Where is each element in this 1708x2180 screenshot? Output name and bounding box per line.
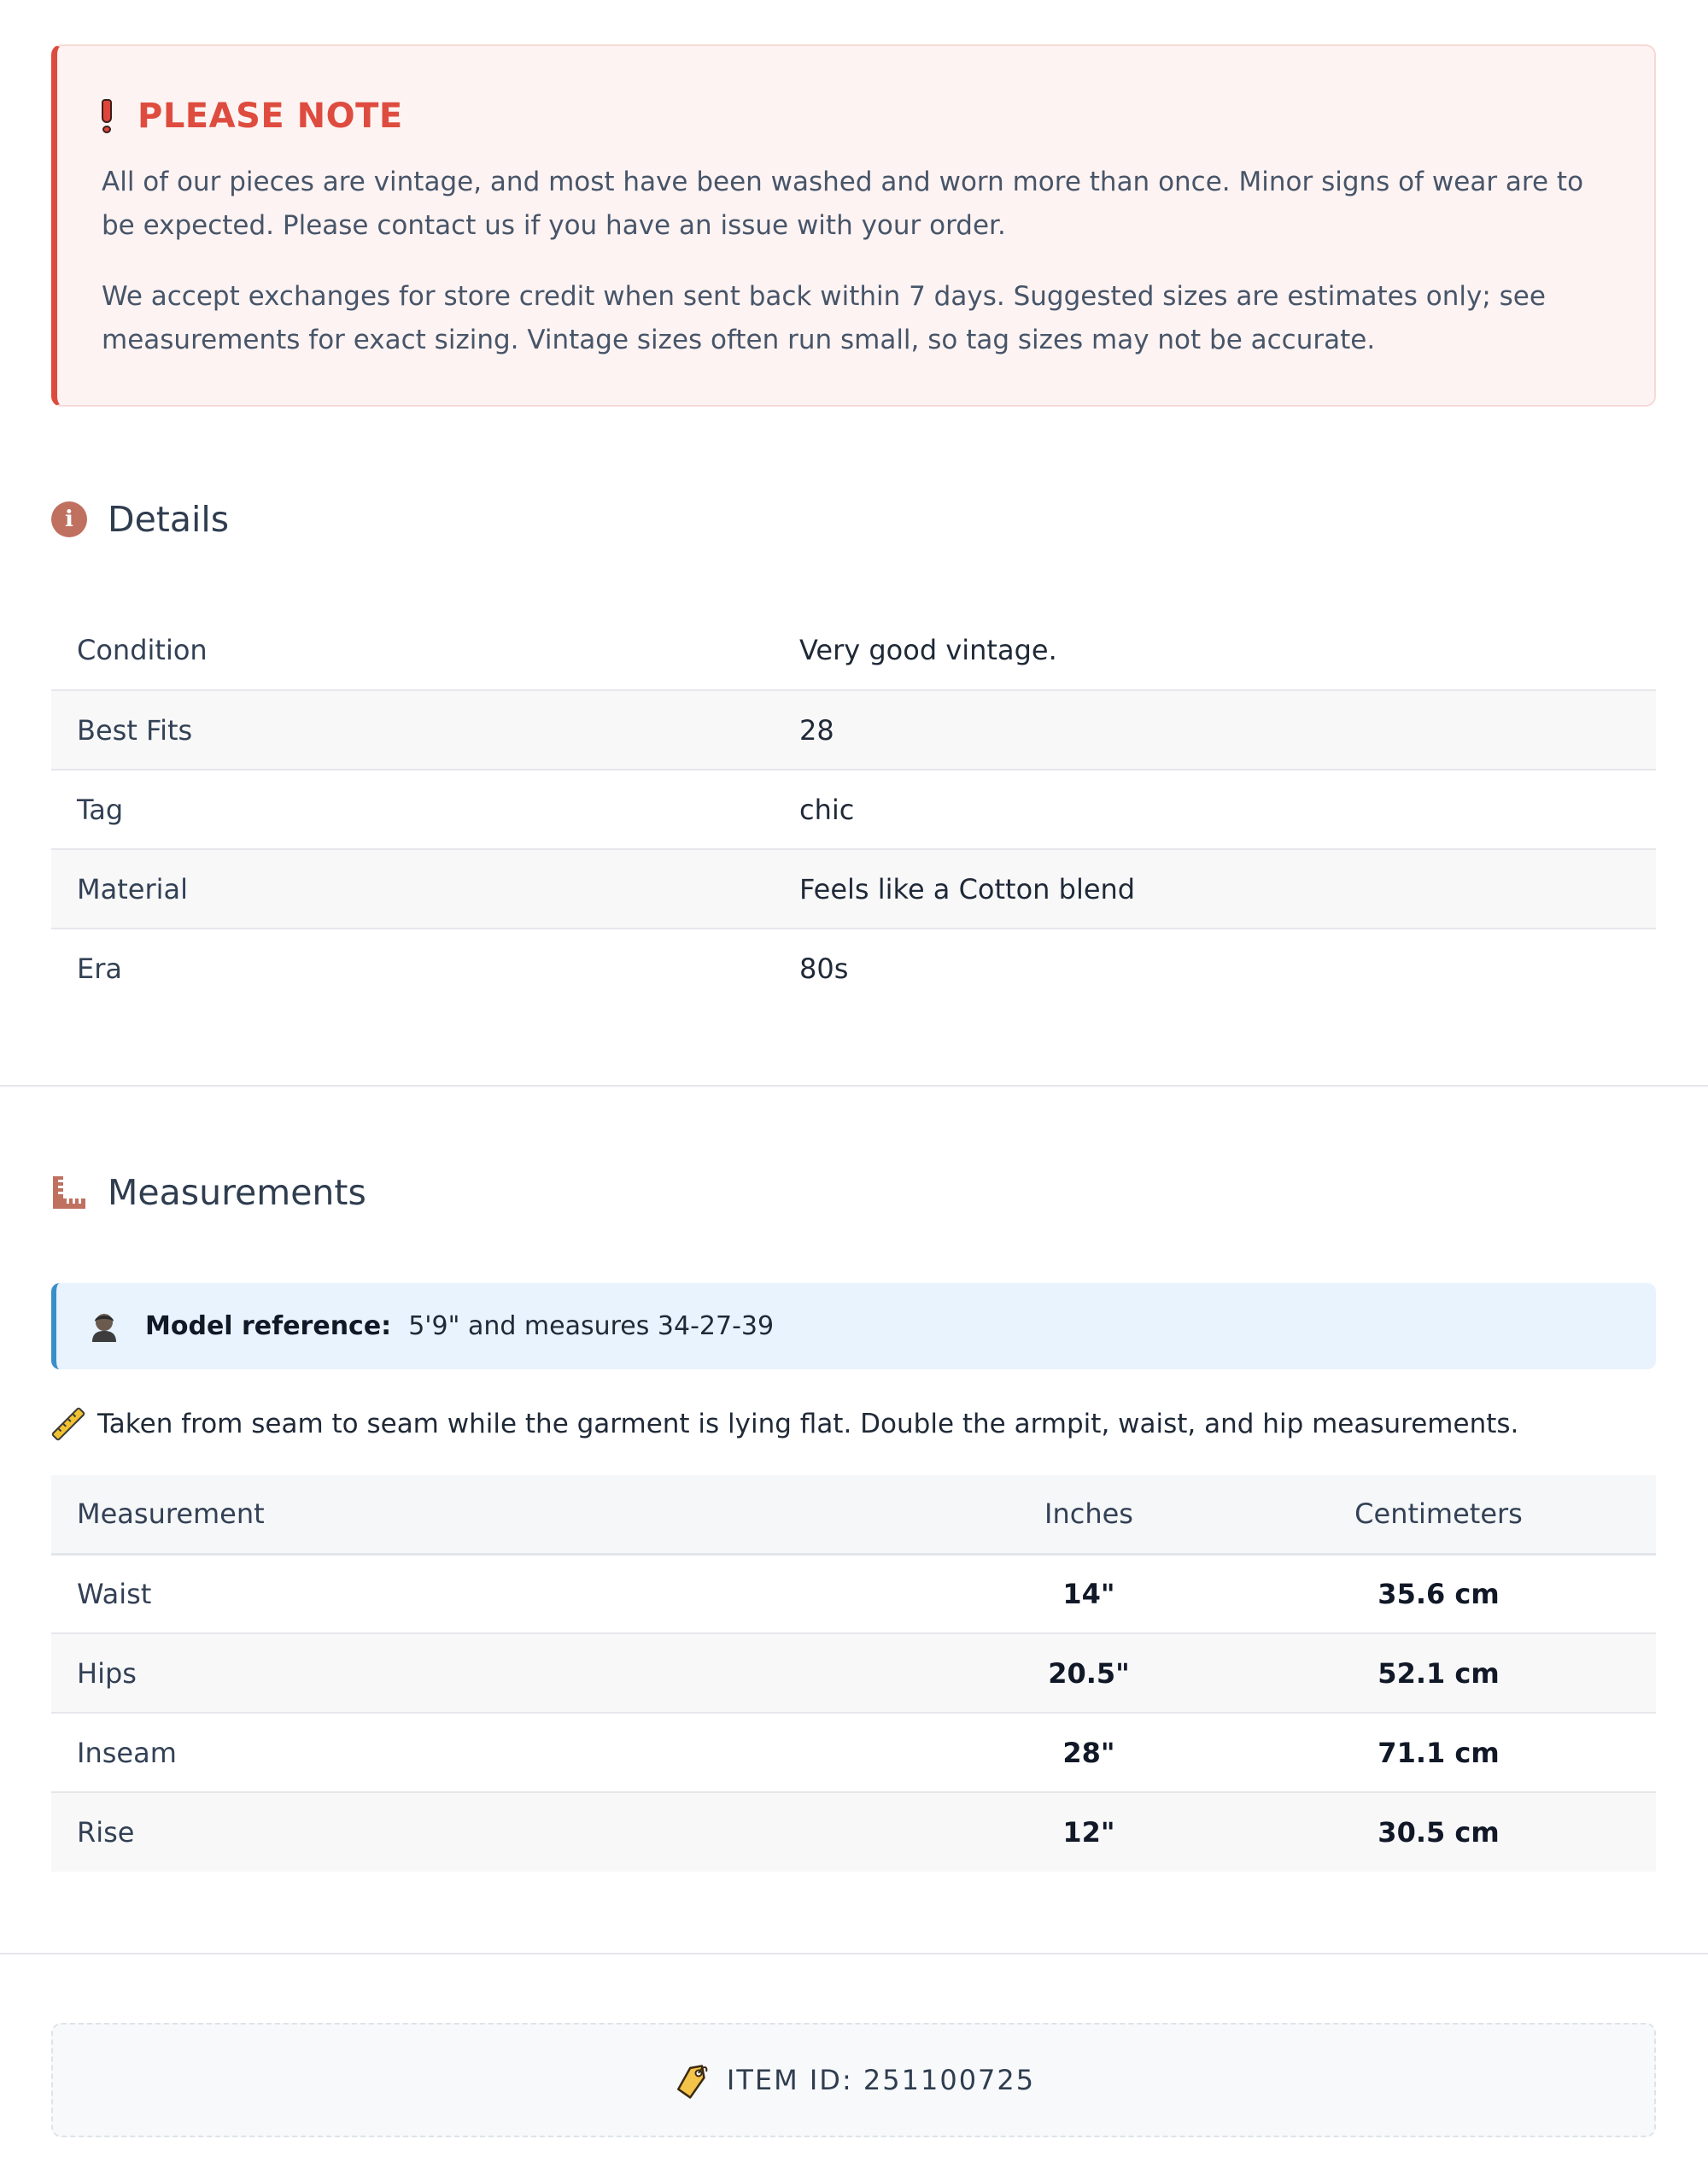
detail-value: Feels like a Cotton blend	[774, 849, 1656, 929]
column-header-inches: Inches	[956, 1475, 1221, 1554]
details-title: Details	[108, 499, 230, 540]
detail-label: Condition	[77, 634, 208, 666]
measurement-name: Hips	[51, 1633, 956, 1713]
measurements-title: Measurements	[108, 1172, 366, 1213]
note-header	[102, 91, 1610, 142]
measurement-note-text: Taken from seam to seam while the garment is lying flat. Double the armpit, waist, and hip measurements.	[97, 1409, 1519, 1439]
pencil-icon	[51, 1407, 85, 1441]
please-note-box	[51, 44, 1656, 407]
details-table	[51, 611, 1656, 1008]
measurement-cm: 35.6 cm	[1378, 1577, 1500, 1610]
measurement-name: Rise	[51, 1792, 956, 1872]
detail-value: Very good vintage.	[799, 634, 1057, 666]
table-row	[51, 1713, 1656, 1792]
detail-label: Material	[51, 849, 774, 929]
measurement-cm: 30.5 cm	[1221, 1792, 1656, 1872]
section-divider	[0, 1085, 1708, 1087]
detail-value: 28	[774, 690, 1656, 770]
exclamation-icon	[102, 99, 112, 133]
person-icon	[87, 1310, 121, 1344]
measurements-heading	[51, 1172, 366, 1213]
measurement-inches: 12"	[956, 1792, 1221, 1872]
details-heading	[51, 499, 229, 540]
measurement-inches: 28"	[956, 1713, 1221, 1792]
model-reference-label: Model reference:	[145, 1311, 392, 1341]
column-header-centimeters: Centimeters	[1221, 1475, 1656, 1554]
table-row	[51, 1554, 1656, 1633]
tag-icon	[672, 2061, 710, 2099]
section-divider	[0, 1953, 1708, 1954]
table-row	[51, 690, 1656, 770]
measurement-name: Waist	[77, 1577, 152, 1610]
measurement-inches: 20.5"	[956, 1633, 1221, 1713]
column-header-measurement: Measurement	[51, 1475, 956, 1554]
detail-label: Tag	[51, 770, 774, 849]
detail-label: Best Fits	[51, 690, 774, 770]
table-row	[51, 929, 1656, 1008]
model-reference-value: 5'9" and measures 34-27-39	[408, 1311, 775, 1341]
table-row	[51, 770, 1656, 849]
table-header-row	[51, 1475, 1656, 1554]
ruler-icon	[51, 1175, 87, 1210]
detail-value: chic	[774, 770, 1656, 849]
item-id-text: ITEM ID: 251100725	[726, 2064, 1036, 2096]
detail-value: 80s	[774, 929, 1656, 1008]
info-icon: i	[51, 501, 87, 537]
note-paragraph-exchanges: We accept exchanges for store credit when sent back within 7 days. Suggested sizes are estimates only; see measurements for exact sizing. Vintage sizes often run small, so tag sizes may not be accurate.	[102, 281, 1546, 355]
detail-label: Era	[51, 929, 774, 1008]
measurement-name: Inseam	[51, 1713, 956, 1792]
table-row	[51, 611, 1656, 690]
table-row	[51, 1792, 1656, 1872]
item-id-box	[51, 2023, 1656, 2137]
model-reference-box	[51, 1283, 1656, 1369]
table-row	[51, 1633, 1656, 1713]
measurement-cm: 71.1 cm	[1221, 1713, 1656, 1792]
measurement-note	[51, 1407, 1518, 1441]
measurement-inches: 14"	[1062, 1577, 1115, 1610]
table-row	[51, 849, 1656, 929]
note-paragraph-wear: All of our pieces are vintage, and most have been washed and worn more than once. Minor signs of wear are to be expected. Please contact us if you have an issue with your order.	[102, 167, 1584, 241]
measurement-cm: 52.1 cm	[1221, 1633, 1656, 1713]
measurements-table	[51, 1475, 1656, 1872]
note-title: PLEASE NOTE	[137, 97, 403, 136]
